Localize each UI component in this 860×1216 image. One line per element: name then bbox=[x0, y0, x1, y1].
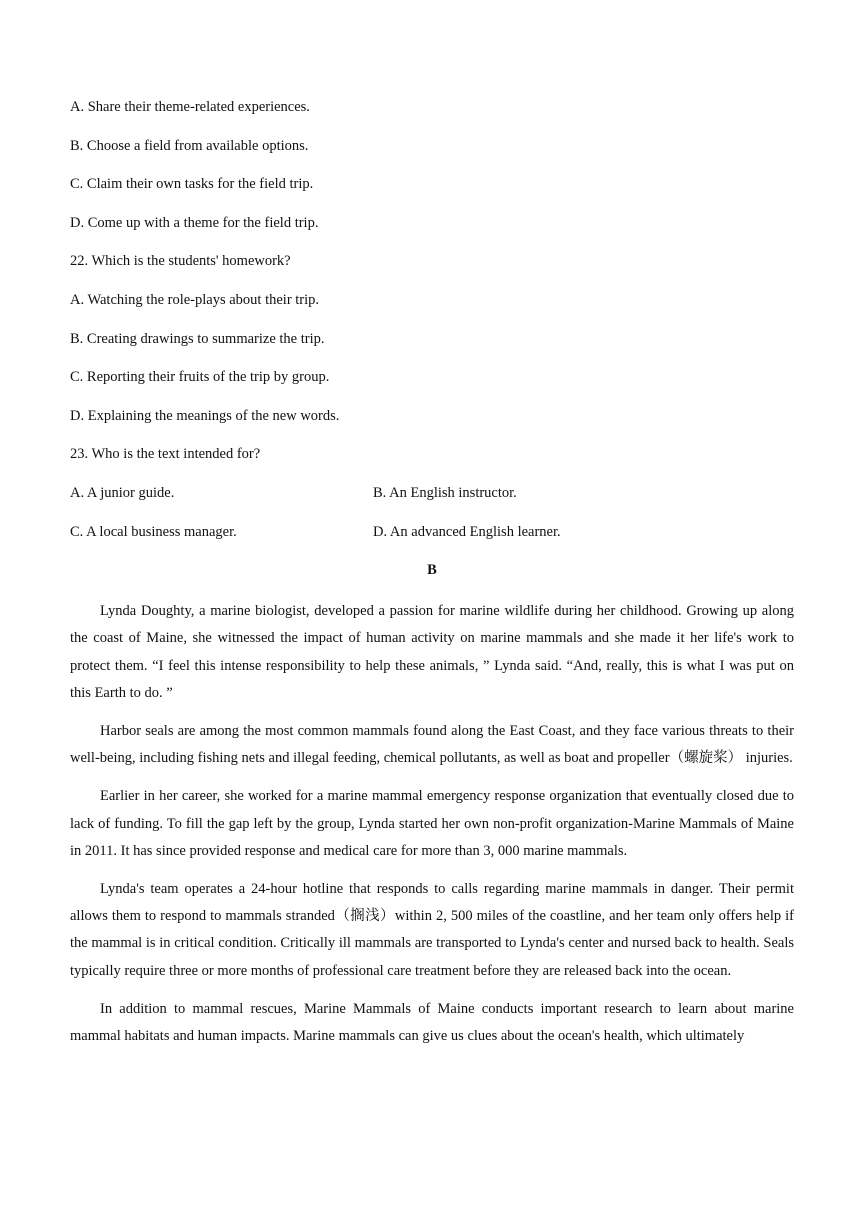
document-page bbox=[70, 96, 794, 1061]
question-23 bbox=[70, 443, 794, 559]
option-b: B. An English instructor. bbox=[373, 484, 517, 501]
paragraph: Lynda's team operates a 24-hour hotline that responds to calls regarding marine mammals in danger. Their permit allows them to respond to mammals stranded（搁浅）within 2, 500 miles of the coastline, and her team only offers help if the mammal is in critical condition. Critically ill mammals are transported to Lynda's center and nursed back to health. Seals typically require three or more months of professional care treatment before they are released back into the ocean. bbox=[70, 880, 794, 979]
option-b: B. Choose a field from available options. bbox=[70, 137, 309, 154]
paragraph: In addition to mammal rescues, Marine Mammals of Maine conducts important research to learn about marine mammal habitats and human impacts. Marine mammals can give us clues about the ocean's health, which ultimately bbox=[70, 1000, 794, 1044]
paragraph: Lynda Doughty, a marine biologist, developed a passion for marine wildlife during her childhood. Growing up along the coast of Maine, she witnessed the impact of human activity on marine mammals and she made it her life's work to protect them. “I feel this intense responsibility to help these animals, ” Lynda said. “And, really, this is what I was put on this Earth to do. ” bbox=[70, 603, 794, 701]
section-title: B bbox=[427, 562, 437, 579]
question-text: 22. Which is the students' homework? bbox=[70, 253, 291, 270]
option-a: A. Watching the role-plays about their trip. bbox=[70, 291, 320, 308]
question-text: 23. Who is the text intended for? bbox=[70, 446, 261, 463]
paragraph: Earlier in her career, she worked for a marine mammal emergency response organization that eventually closed due to lack of funding. To fill the gap left by the group, Lynda started her own non-profit organization-Marine Mammals of Maine in 2011. It has since provided response and medical care for more than 3, 000 marine mammals. bbox=[70, 788, 794, 859]
option-c: C. Claim their own tasks for the field trip. bbox=[70, 176, 314, 193]
option-c: C. Reporting their fruits of the trip by group. bbox=[70, 369, 330, 386]
option-a: A. Share their theme-related experiences. bbox=[70, 99, 310, 115]
question-22 bbox=[70, 250, 794, 443]
option-a: A. A junior guide. bbox=[70, 484, 175, 501]
option-d: D. An advanced English learner. bbox=[373, 523, 561, 540]
option-d: D. Explaining the meanings of the new words. bbox=[70, 407, 340, 424]
passage bbox=[70, 598, 794, 1050]
option-c: C. A local business manager. bbox=[70, 523, 237, 540]
paragraph: Harbor seals are among the most common mammals found along the East Coast, and they face various threats to their well-being, including fishing nets and illegal feeding, chemical pollutants, as well as boat and propeller（螺旋桨） injuries. bbox=[70, 722, 794, 767]
option-d: D. Come up with a theme for the field trip. bbox=[70, 214, 319, 231]
q21-options bbox=[70, 96, 794, 250]
option-row bbox=[70, 521, 794, 560]
option-b: B. Creating drawings to summarize the trip. bbox=[70, 330, 325, 347]
option-row bbox=[70, 482, 794, 521]
